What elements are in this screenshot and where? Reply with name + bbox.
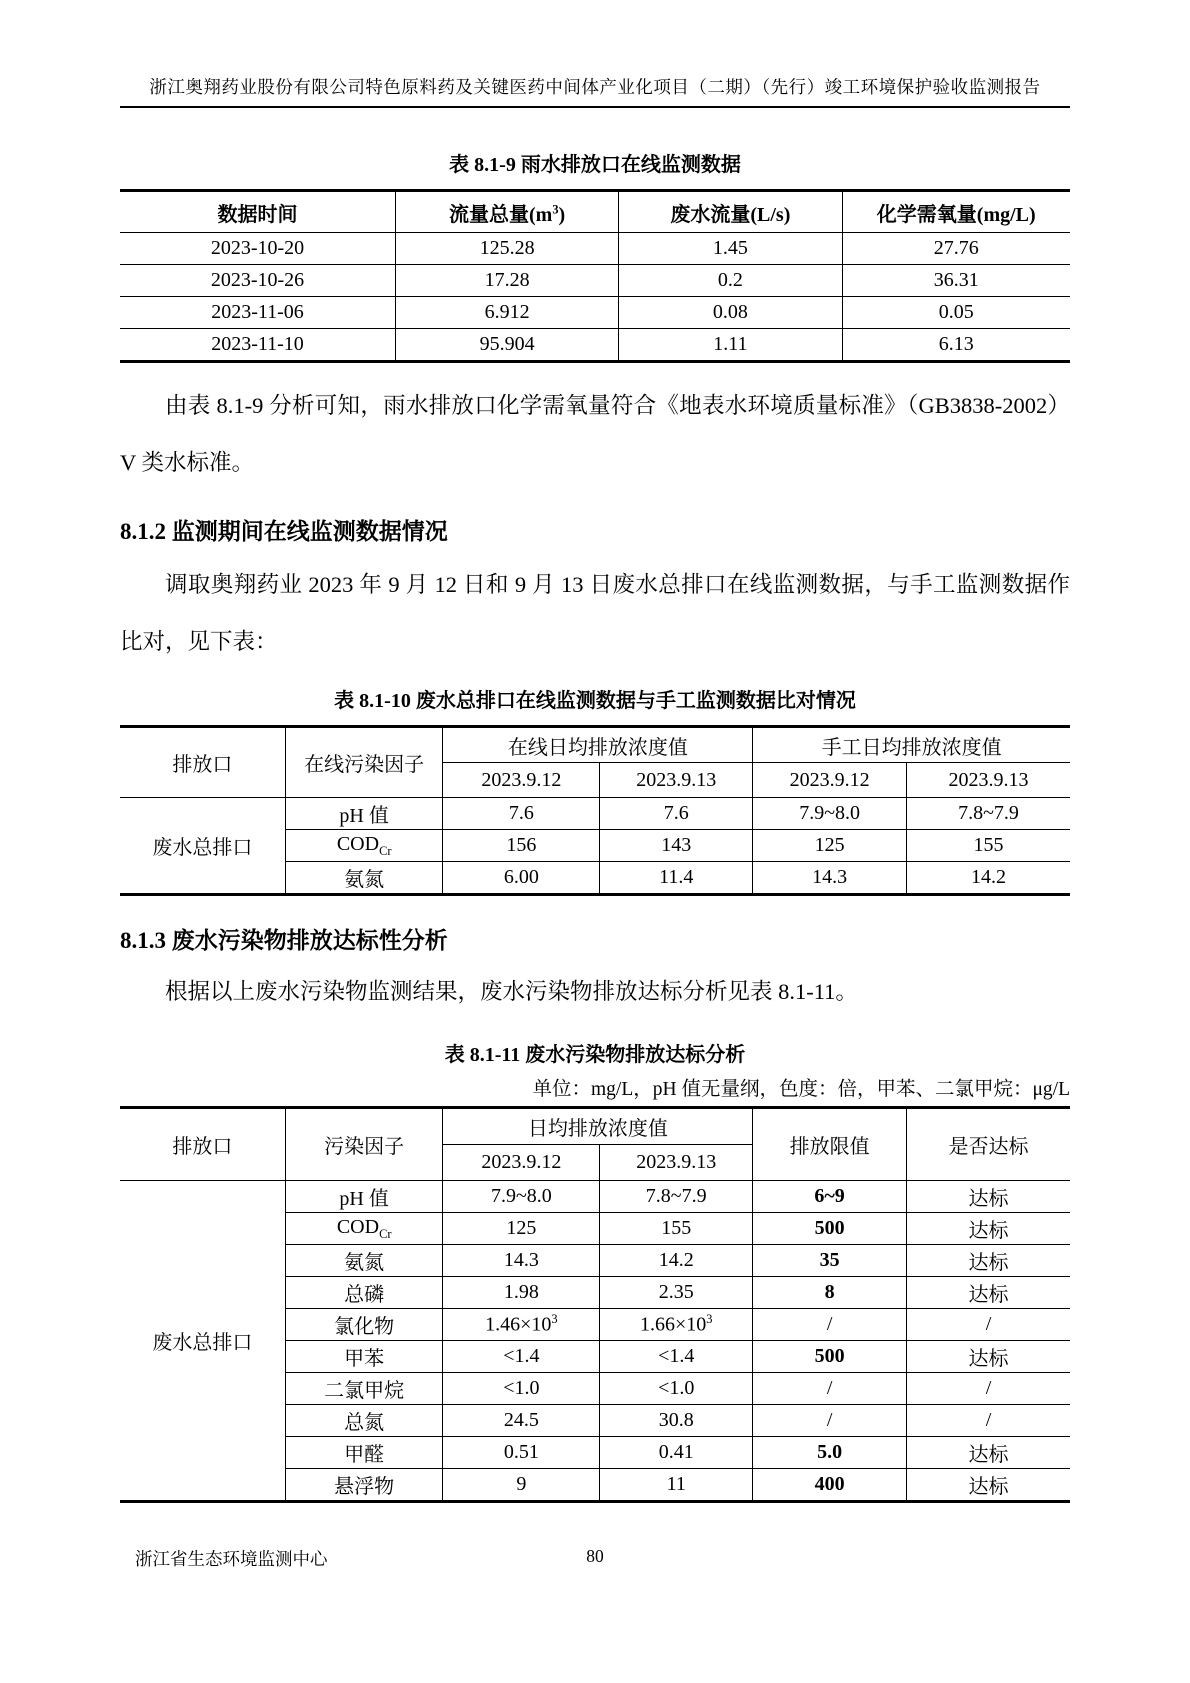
table-cell: $1.46\times 10^3$ (443, 1309, 600, 1341)
table-cell: 0.41 (600, 1437, 753, 1469)
limit-cell: / (753, 1405, 907, 1437)
table-cell: 30.8 (600, 1405, 753, 1437)
table-cell: 7.6 (443, 798, 600, 830)
paragraph-analysis-table9: 由表 8.1-9 分析可知，雨水排放口化学需氧量符合《地表水环境质量标准》（GB3838-2002）V 类水标准。 (120, 393, 1070, 475)
paragraph-section-8-1-2: 调取奥翔药业 2023 年 9 月 12 日和 9 月 13 日废水总排口在线监测数据，与手工监测数据作比对，见下表： (120, 572, 1070, 654)
table-cell: <1.4 (443, 1341, 600, 1373)
column-header-date: 2023.9.13 (600, 763, 753, 798)
limit-cell: 500 (753, 1213, 907, 1245)
column-header-date: 2023.9.13 (907, 763, 1070, 798)
table-cell: 125 (443, 1213, 600, 1245)
compliance-cell: 达标 (907, 1245, 1070, 1277)
table-cell: pH 值 (285, 798, 443, 830)
table-cell: 总氮 (285, 1405, 443, 1437)
table-cell: 14.2 (600, 1245, 753, 1277)
paragraph-section-8-1-3: 根据以上废水污染物监测结果，废水污染物排放达标分析见表 8.1-11。 (165, 979, 858, 1004)
table-cell: 2023-11-10 (120, 329, 396, 362)
column-header-date: 2023.9.13 (600, 1145, 753, 1181)
table-cell: 14.2 (907, 862, 1070, 895)
column-header: 流量总量$(m^3)$ (396, 191, 619, 233)
table-cell: 6.13 (842, 329, 1070, 362)
table-cell: 125.28 (396, 233, 619, 265)
table-cell: 14.3 (753, 862, 907, 895)
running-header: 浙江奥翔药业股份有限公司特色原料药及关键医药中间体产业化项目（二期）（先行）竣工环境保护验收监测报告 (149, 77, 1041, 97)
table-cell: 甲苯 (285, 1341, 443, 1373)
unit-note: 单位：mg/L，pH 值无量纲，色度：倍，甲苯、二氯甲烷：μg/L (532, 1079, 1070, 1100)
section-heading-8-1-3: 8.1.3 废水污染物排放达标性分析 (120, 928, 448, 953)
table-cell: 甲醛 (285, 1437, 443, 1469)
table-cell: 2023-10-26 (120, 265, 396, 297)
page-content (120, 0, 1070, 1503)
outlet-name-cell: 废水总排口 (120, 1181, 285, 1502)
compliance-cell: 达标 (907, 1437, 1070, 1469)
table-cell: <1.0 (600, 1373, 753, 1405)
limit-cell: 35 (753, 1245, 907, 1277)
table-cell: 11 (600, 1469, 753, 1502)
column-header: 手工日均排放浓度值 (753, 727, 1070, 763)
column-header: 是否达标 (907, 1108, 1070, 1181)
column-header: 排放口 (120, 1108, 285, 1181)
limit-cell: 5.0 (753, 1437, 907, 1469)
table-cell: 24.5 (443, 1405, 600, 1437)
table-cell: <1.4 (600, 1341, 753, 1373)
table-cell: 2.35 (600, 1277, 753, 1309)
table-cell: 11.4 (600, 862, 753, 895)
compliance-cell: 达标 (907, 1469, 1070, 1502)
table-header-row (120, 1108, 1070, 1145)
table-cell: $COD_{Cr}$ (285, 1213, 443, 1245)
table-cell: 7.9~8.0 (753, 798, 907, 830)
table-cell: <1.0 (443, 1373, 600, 1405)
table-10-title: 表 8.1-10 废水总排口在线监测数据与手工监测数据比对情况 (334, 690, 856, 712)
footer-organization: 浙江省生态环境监测中心 (135, 1549, 328, 1569)
column-header: 排放限值 (753, 1108, 907, 1181)
column-header: 数据时间 (120, 191, 396, 233)
table-cell: 1.11 (619, 329, 842, 362)
compliance-cell: / (907, 1405, 1070, 1437)
table-cell: 1.98 (443, 1277, 600, 1309)
column-header: 污染因子 (285, 1108, 443, 1181)
table-cell: 氨氮 (285, 862, 443, 895)
limit-cell: 8 (753, 1277, 907, 1309)
table-cell: 143 (600, 830, 753, 862)
table-9-title: 表 8.1-9 雨水排放口在线监测数据 (449, 154, 741, 176)
table-cell: $1.66\times 10^3$ (600, 1309, 753, 1341)
table-cell: 95.904 (396, 329, 619, 362)
table-cell: 125 (753, 830, 907, 862)
compliance-cell: / (907, 1309, 1070, 1341)
table-cell: 6.912 (396, 297, 619, 329)
section-heading-8-1-2: 8.1.2 监测期间在线监测数据情况 (120, 519, 448, 544)
table-cell: 17.28 (396, 265, 619, 297)
column-header: 废水流量(L/s) (619, 191, 842, 233)
table-cell: 7.6 (600, 798, 753, 830)
table-row (120, 329, 1070, 362)
table-row (120, 233, 1070, 265)
column-header: 日均排放浓度值 (443, 1108, 753, 1145)
limit-cell: 6~9 (753, 1181, 907, 1213)
column-header-date: 2023.9.12 (443, 1145, 600, 1181)
compliance-cell: 达标 (907, 1213, 1070, 1245)
table-cell: 2023-11-06 (120, 297, 396, 329)
table-header-row (120, 727, 1070, 763)
column-header-date: 2023.9.12 (753, 763, 907, 798)
column-header: 排放口 (120, 727, 285, 798)
table-cell: 156 (443, 830, 600, 862)
outlet-name-cell: 废水总排口 (120, 798, 285, 895)
column-header: 化学需氧量(mg/L) (842, 191, 1070, 233)
compliance-cell: 达标 (907, 1181, 1070, 1213)
column-header-date: 2023.9.12 (443, 763, 600, 798)
table-row (120, 297, 1070, 329)
table-row (120, 1181, 1070, 1213)
compliance-cell: 达标 (907, 1341, 1070, 1373)
page-number: 80 (586, 1546, 604, 1566)
wastewater-compliance-table (120, 1106, 1070, 1503)
limit-cell: 400 (753, 1469, 907, 1502)
table-cell: 总磷 (285, 1277, 443, 1309)
table-cell: 7.8~7.9 (907, 798, 1070, 830)
table-cell: $COD_{Cr}$ (285, 830, 443, 862)
table-cell: 7.8~7.9 (600, 1181, 753, 1213)
table-cell: 二氯甲烷 (285, 1373, 443, 1405)
header-divider (120, 106, 1070, 108)
column-header: 在线日均排放浓度值 (443, 727, 753, 763)
table-cell: 9 (443, 1469, 600, 1502)
rain-outlet-online-data-table (120, 189, 1070, 363)
table-cell: 氨氮 (285, 1245, 443, 1277)
table-cell: 6.00 (443, 862, 600, 895)
table-cell: 0.08 (619, 297, 842, 329)
table-cell: 1.45 (619, 233, 842, 265)
table-cell: 14.3 (443, 1245, 600, 1277)
table-cell: 0.05 (842, 297, 1070, 329)
table-header-row (120, 191, 1070, 233)
table-cell: pH 值 (285, 1181, 443, 1213)
table-cell: 155 (600, 1213, 753, 1245)
column-header: 在线污染因子 (285, 727, 443, 798)
table-row (120, 798, 1070, 830)
compliance-cell: / (907, 1373, 1070, 1405)
table-cell: 0.2 (619, 265, 842, 297)
table-row (120, 265, 1070, 297)
table-cell: 36.31 (842, 265, 1070, 297)
limit-cell: / (753, 1373, 907, 1405)
table-cell: 7.9~8.0 (443, 1181, 600, 1213)
table-cell: 155 (907, 830, 1070, 862)
limit-cell: / (753, 1309, 907, 1341)
online-vs-manual-comparison-table (120, 725, 1070, 896)
table-cell: 悬浮物 (285, 1469, 443, 1502)
table-cell: 氯化物 (285, 1309, 443, 1341)
table-cell: 27.76 (842, 233, 1070, 265)
table-11-title: 表 8.1-11 废水污染物排放达标分析 (444, 1044, 746, 1066)
compliance-cell: 达标 (907, 1277, 1070, 1309)
table-cell: 0.51 (443, 1437, 600, 1469)
limit-cell: 500 (753, 1341, 907, 1373)
table-cell: 2023-10-20 (120, 233, 396, 265)
